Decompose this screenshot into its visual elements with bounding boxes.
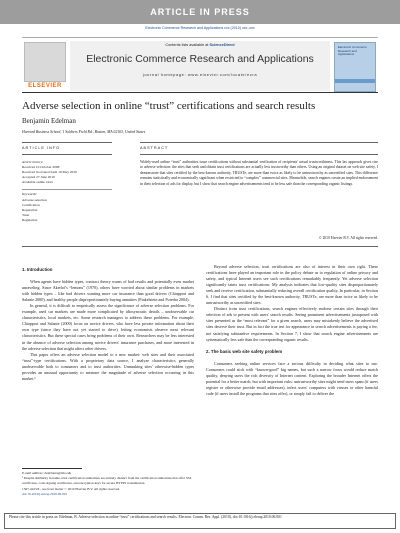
author-email[interactable]: E-mail address: bedelman@hbs.edu: [22, 471, 72, 475]
abstract-label: ABSTRACT: [140, 146, 169, 150]
journal-homepage[interactable]: journal homepage: www.elsevier.com/locate/ecra: [142, 72, 258, 77]
article-info: [22, 160, 112, 223]
right-column: [206, 264, 378, 397]
divider: [22, 189, 112, 190]
history-item: Received in revised form 10 May 2010: [22, 170, 77, 175]
divider: [22, 142, 112, 143]
divider: [22, 154, 112, 155]
sciencedirect-link[interactable]: ScienceDirect: [209, 43, 235, 47]
section-heading: 2. The basic web site safety problem: [206, 348, 283, 354]
cover-title: Electronic Commerce Research and Applications: [338, 45, 367, 57]
divider: [140, 154, 378, 155]
divider: [140, 142, 378, 143]
paragraph: This paper offers an adverse selection model to a new market: web sites and their associated “trust”-type certifications. With a proprietary data source, I analyze characteristics generally unobservable both to consumers and to trust authorities. Unmasking sites' otherwise-hidden types provides an unusual opportunity to measure the magnitude of adverse selection occurring in this market.¹: [22, 351, 194, 381]
paragraph: Distinct from trust certifications, search engines effectively endorse certain sites through their selection of ads to present with users' search results. Seeing prominent advertisements juxtaposed with sites presented as the “most relevant” for a given search, users may mistakenly believe the advertised sites deserve their trust. But in fact the true test for appearance in search advertisements is paying a fee, not satisfying substantive requirements. In Section 7, I show that search engine advertisements are systematically less safe than the corresponding organic results.: [206, 306, 378, 342]
footnote-rule: [22, 468, 82, 469]
keyword: Reputation: [22, 207, 38, 212]
history-label: Article history:: [22, 160, 44, 164]
keyword: Adverse selection: [22, 197, 47, 202]
keyword: Certification: [22, 202, 40, 207]
journal-info-panel: [70, 41, 330, 91]
keyword: Trust: [22, 212, 30, 217]
elsevier-wordmark: ELSEVIER: [28, 83, 62, 89]
abstract-text: Widely-used online “trust” authorities issue certifications without substantial verification of recipients' actual trustworthiness. This lax approach gives rise to adverse selection: the sites that seek and obtain trust certifications are actually less trustworthy than others. Using an original dataset on web site safety, I demonstrate that sites certified by the best-known authority, TRUSTe, are more than twice as likely to be untrustworthy as uncertified sites. This difference remains statistically and economically significant when restricted to “complex” commercial sites. Meanwhile, search engines create an implied endorsement in their selection of ads for display, but I show that search engine advertisements tend to be less safe than the corresponding organic listings.: [140, 160, 378, 186]
footnotes: [22, 471, 194, 497]
paragraph: In general, it is difficult to empirically assess the significance of adverse selection problems. For example, used car markets are made more complicated by idiosyncratic details – unobservable car characteristics, local markets, etc. Some research managers to address these problems. For example, Chiappori and Salanie (2000) focus on novice drivers, who have less private information about their own type (since they have not yet started to drive), letting economists observe most relevant characteristics. But these special cases bring problems of their own. Researchers may be less interested in the absence of adverse selection among novice drivers' insurance purchases, and more interested in the adverse selection that might affect other drivers.: [22, 303, 194, 351]
paragraph: When agents have hidden types, contract theory warns of bad results and potentially even market unraveling. Since Akerlof's “lemons” (1970), others have worried about similar problems in markets with hidden types – like bad drivers wanting more car insurance than good drivers (Chiappori and Salanie 2000), and healthy people disproportionately buying annuities (Finkelstein and Poterba 2004).: [22, 279, 194, 303]
footnote-1: ¹ Despite similarity in name, trust certification authorities are entirely distinct from the certification authorities that offer SSL certificates, code-signing certificates, and encryption keys for secure HTTPS transmission.: [22, 475, 192, 485]
section-heading: 1. Introduction: [22, 267, 53, 272]
doi-link[interactable]: doi:10.1016/j.elerap.2010.06.001: [22, 492, 68, 497]
cover-band: [335, 79, 375, 83]
copyright: © 2010 Elsevier B.V. All rights reserved.: [318, 236, 378, 240]
keyword: Regulation: [22, 217, 38, 222]
journal-title: Electronic Commerce Research and Applications: [86, 53, 314, 65]
running-head[interactable]: Electronic Commerce Research and Applications xxx (2010) xxx–xxx: [145, 26, 255, 30]
journal-cover-thumbnail[interactable]: [334, 42, 376, 92]
author-name: Benjamin Edelman: [22, 117, 76, 125]
history-item: Available online xxxx: [22, 180, 53, 185]
journal-header: [22, 37, 378, 93]
elsevier-logo[interactable]: [24, 42, 66, 92]
left-column: [22, 264, 194, 382]
citation-box: Please cite this article in press as: Edelman, B. Adverse selection in online “trust” certifications and search results. Electron. Comm. Res. Appl. (2010), doi:10.1016/j.elerap.2010.06.001: [4, 513, 396, 529]
author-affiliation: Harvard Business School, 1 Soldiers Field Rd., Boston, MA 02163, United States: [22, 130, 146, 134]
article-in-press-banner: ARTICLE IN PRESS: [0, 0, 400, 24]
elsevier-tree-icon: [24, 42, 66, 82]
history-item: Received 10 October 2008: [22, 165, 60, 170]
contents-prefix: Contents lists available at: [165, 43, 209, 47]
article-info-label: ARTICLE INFO: [22, 146, 61, 150]
paragraph: Consumers seeking online services face a serious difficulty in deciding what sites to use. Consumers could stick with “known-good” big names, but such a narrow focus would reduce match quality, denying users the rich diversity of Internet content. Exploring the broader Internet offers the potential for a better match, but with important risks: untrustworthy sites might send users spam (if users register or otherwise provide email addresses), infect users' computers with viruses or other harmful code (if users install the programs that sites offer), or simply fail to deliver the: [206, 360, 378, 396]
issn-line: 1567-4223/$ - see front matter © 2010 Elsevier B.V. All rights reserved.: [22, 487, 120, 492]
paper-title: Adverse selection in online “trust” certifications and search results: [22, 100, 316, 112]
paragraph: Beyond adverse selection, trust certifications are also of interest in their own right. These certifications have played an important role in the policy debate as to regulation of online privacy and safety, and typical Internet users see such certifications remarkably frequently. Yet adverse selection significantly taints trust certifications: My analysis indicates that low-quality sites disproportionately seek and receive certification, substantially reducing overall certification quality. In particular, in Section 6, I find that sites certified by the best-known authority, TRUSTe, are more than twice as likely to be untrustworthy as uncertified sites.: [206, 264, 378, 306]
keywords-label: Keywords:: [22, 192, 38, 197]
history-item: Accepted 27 June 2010: [22, 175, 55, 180]
divider: [22, 246, 378, 247]
contents-line: [70, 41, 330, 47]
